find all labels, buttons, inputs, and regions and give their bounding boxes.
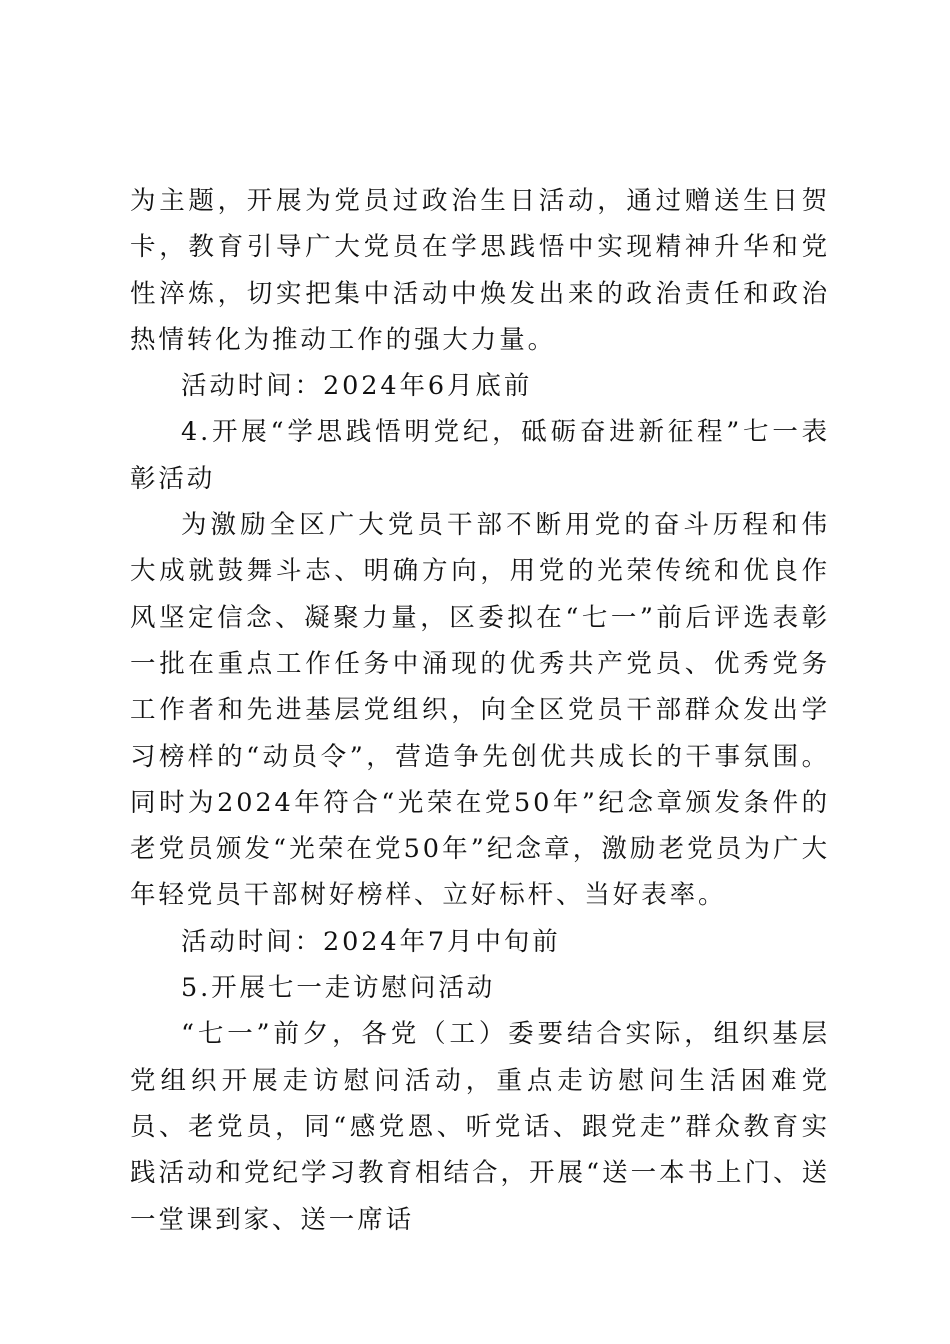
paragraph-visits: “七一”前夕，各党（工）委要结合实际，组织基层党组织开展走访慰问活动，重点走访慰问生活困难党员、老党员，同“感党恩、听党话、跟党走”群众教育实践活动和党纪学习教育相结合，开展“送一本书上门、送一堂课到家、送一席话 — [130, 1019, 830, 1235]
section-heading-4: 4.开展“学思践悟明党纪，砥砺奋进新征程”七一表彰活动 — [130, 417, 830, 494]
document-body — [130, 178, 830, 1243]
section-heading-5: 5.开展七一走访慰问活动 — [181, 973, 496, 1004]
activity-time-june: 活动时间：2024年6月底前 — [181, 371, 533, 402]
activity-time-july: 活动时间：2024年7月中旬前 — [181, 926, 561, 957]
paragraph-commendation: 为激励全区广大党员干部不断用党的奋斗历程和伟大成就鼓舞斗志、明确方向，用党的光荣传统和优良作风坚定信念、凝聚力量，区委拟在“七一”前后评选表彰一批在重点工作任务中涌现的优秀共产党员、优秀党务工作者和先进基层党组织，向全区党员干部群众发出学习榜样的“动员令”，营造争先创优共成长的干事氛围。同时为2024年符合“光荣在党50年”纪念章颁发条件的老党员颁发“光荣在党50年”纪念章，激励老党员为广大年轻党员干部树好榜样、立好标杆、当好表率。 — [130, 510, 830, 911]
paragraph-theme-continuation: 为主题，开展为党员过政治生日活动，通过赠送生日贺卡，教育引导广大党员在学思践悟中实现精神升华和党性淬炼，切实把集中活动中焕发出来的政治责任和政治热情转化为推动工作的强大力量。 — [130, 186, 830, 355]
